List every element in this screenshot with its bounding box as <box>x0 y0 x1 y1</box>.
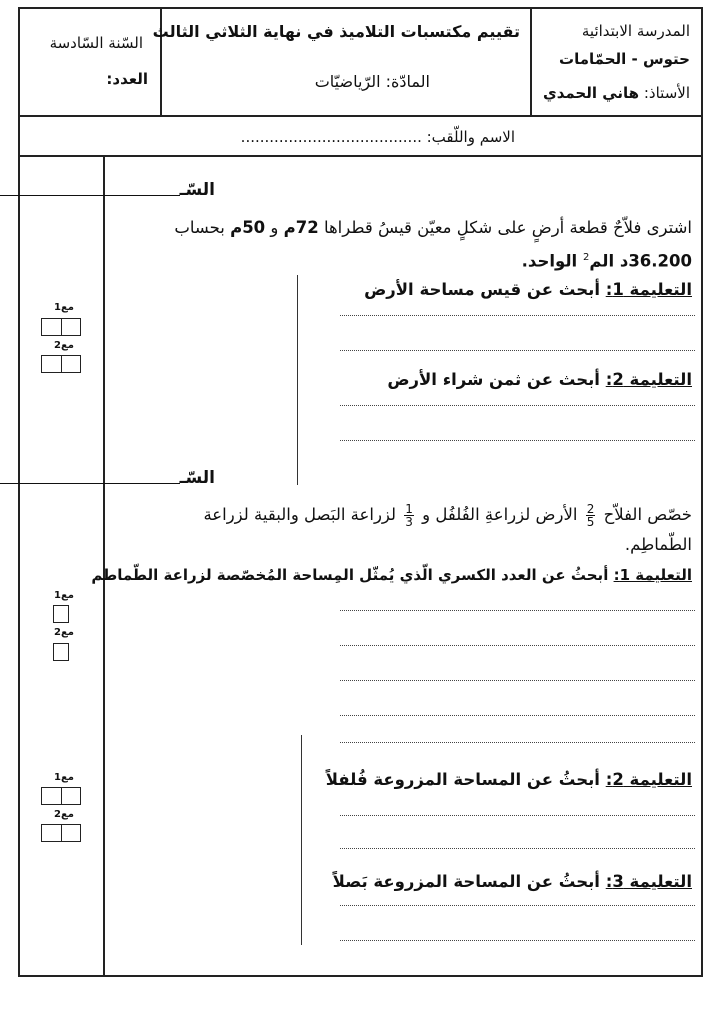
criterion-2-label: مع2 <box>54 340 74 351</box>
criterion-2-box[interactable] <box>53 643 69 661</box>
sened-1-work-divider <box>297 275 298 485</box>
teacher-label: الأستاذ: <box>643 84 690 102</box>
criterion-2-box[interactable] <box>41 824 81 842</box>
fraction-one-third: $\frac{1}{3}$ <box>405 502 413 529</box>
answer-line[interactable] <box>340 815 695 816</box>
answer-line[interactable] <box>340 940 695 941</box>
answer-line[interactable] <box>340 350 695 351</box>
sened-2-text: خصّص الفلاّح $\frac{2}{5}$ الأرض لزراعةِ الفُلفُل و $\frac{1}{3}$ لزراعة البَصل والبقية لزراعة الطّماطِم. <box>203 502 692 554</box>
answer-line[interactable] <box>340 440 695 441</box>
score-label: العدد: <box>106 70 148 88</box>
answer-line[interactable] <box>340 848 695 849</box>
student-name-field[interactable]: الاسم واللّقب: ...................................... <box>240 128 515 146</box>
header-col-divider-right <box>530 7 532 117</box>
answer-line[interactable] <box>340 610 695 611</box>
exam-subject: المادّة: الرّياضيّات <box>314 72 430 91</box>
exam-title: تقييم مكتسبات التلاميذ في نهاية الثلاثي الثالث <box>152 22 520 41</box>
sened-2-instruction-3: التعليمة 3: أبحثُ عن المساحة المزروعة بَصلاً <box>332 872 692 891</box>
sened-1-heading: السّـ <box>0 180 215 200</box>
answer-line[interactable] <box>340 742 695 743</box>
school-place: حتوس - الحمّامات <box>559 50 690 68</box>
header-divider <box>18 115 703 117</box>
criterion-2-label: مع2 <box>54 809 74 820</box>
teacher-name: هاني الحمدي <box>542 84 640 102</box>
sened-2-heading: السّـ <box>0 468 215 488</box>
criterion-2-box[interactable] <box>41 355 81 373</box>
teacher-line <box>543 84 690 102</box>
criterion-1-label: مع1 <box>54 590 74 601</box>
sened-2-instruction-1: التعليمة 1: أبحثُ عن العدد الكسري الّذي يُمثّل المِساحة المُخصّصة لزراعة الطّماطم <box>91 566 692 584</box>
answer-line[interactable] <box>340 680 695 681</box>
sened-1-text: اشترى فلاّحٌ قطعة أرضٍ على شكلٍ معيّن قيسُ قطراها 72م و 50م بحساب 36.200د الم$^2$ الواحد. <box>174 218 692 271</box>
criterion-1-box[interactable] <box>41 787 81 805</box>
criterion-2-label: مع2 <box>54 627 74 638</box>
sened-1-instruction-2: التعليمة 2: أبحث عن ثمن شراء الأرض <box>387 370 692 389</box>
sened-2-instruction-2: التعليمة 2: أبحثُ عن المساحة المزروعة فُلفلاً <box>325 770 692 789</box>
answer-line[interactable] <box>340 405 695 406</box>
answer-line[interactable] <box>340 715 695 716</box>
name-divider <box>18 155 703 157</box>
criterion-1-box[interactable] <box>41 318 81 336</box>
answer-line[interactable] <box>340 645 695 646</box>
answer-line[interactable] <box>340 905 695 906</box>
answer-line[interactable] <box>340 315 695 316</box>
fraction-two-fifths: $\frac{2}{5}$ <box>586 502 595 529</box>
criterion-1-label: مع1 <box>54 302 74 313</box>
criterion-1-label: مع1 <box>54 772 74 783</box>
school-name: المدرسة الابتدائية <box>581 22 690 40</box>
page-frame <box>18 7 703 977</box>
sened-1-instruction-1: التعليمة 1: أبحث عن قيس مساحة الأرض <box>364 280 692 299</box>
grade-level: السّنة السّادسة <box>49 34 143 52</box>
criterion-1-box[interactable] <box>53 605 69 623</box>
sened-2-work-divider <box>301 735 302 945</box>
